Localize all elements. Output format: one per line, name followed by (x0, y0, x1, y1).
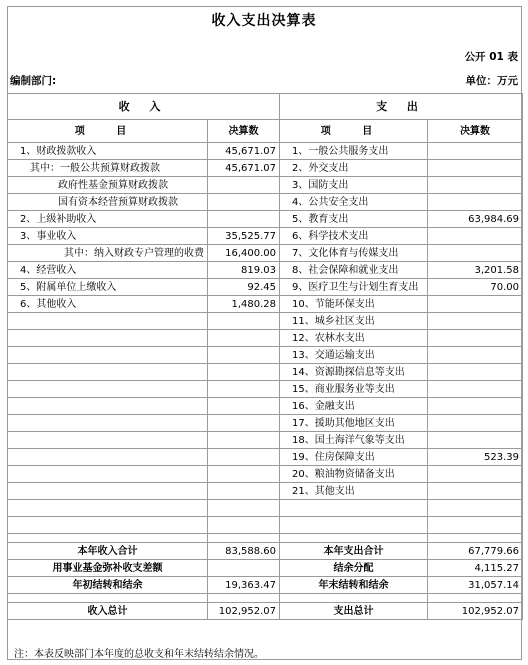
table-row (8, 160, 523, 177)
income-amount-cell (208, 330, 280, 347)
spacer-cell (8, 594, 208, 603)
income-item-cell: 年初结转和结余 (8, 577, 208, 594)
expense-item-cell: 20、粮油物资储备支出 (280, 466, 428, 483)
expense-amount-cell (428, 313, 523, 330)
table-row (8, 211, 523, 228)
table-row (8, 466, 523, 483)
table-row (8, 177, 523, 194)
expense-item-cell: 16、金融支出 (280, 398, 428, 415)
expense-amount-cell: 31,057.14 (428, 577, 523, 594)
spacer-cell (428, 534, 523, 543)
table-row (8, 194, 523, 211)
income-item-cell: 1、财政拨款收入 (8, 143, 208, 160)
income-amount-cell (208, 211, 280, 228)
dept-label: 编制部门: (10, 75, 57, 87)
income-header: 收 入 (8, 94, 280, 120)
expense-item-cell: 19、住房保障支出 (280, 449, 428, 466)
expense-amount-cell (428, 500, 523, 517)
income-item-cell (8, 347, 208, 364)
income-amount-cell (208, 415, 280, 432)
unit-label: 单位：万元 (465, 75, 518, 87)
expense-item-cell: 支出总计 (280, 603, 428, 620)
expense-amount-cell (428, 415, 523, 432)
income-item-cell: 政府性基金预算财政拨款 (8, 177, 208, 194)
expense-amount-cell: 523.39 (428, 449, 523, 466)
income-item-cell: 用事业基金弥补收支差额 (8, 560, 208, 577)
expense-item-cell: 13、交通运输支出 (280, 347, 428, 364)
table-row (8, 296, 523, 313)
spacer-row (8, 594, 523, 603)
expense-amount-cell (428, 432, 523, 449)
expense-item-cell: 12、农林水支出 (280, 330, 428, 347)
table-row (8, 228, 523, 245)
expense-amount-cell (428, 466, 523, 483)
form-number: 公开 01 表 (464, 51, 518, 63)
income-item-cell (8, 517, 208, 534)
income-amount-cell (208, 560, 280, 577)
table-row (8, 381, 523, 398)
income-amount-cell: 83,588.60 (208, 543, 280, 560)
income-item-cell (8, 500, 208, 517)
income-item-cell (8, 313, 208, 330)
expense-item-cell: 17、援助其他地区支出 (280, 415, 428, 432)
income-amount-cell: 92.45 (208, 279, 280, 296)
table-row (8, 313, 523, 330)
income-item-cell (8, 432, 208, 449)
expense-item-cell (280, 500, 428, 517)
expense-item-cell: 7、文化体育与传媒支出 (280, 245, 428, 262)
expense-item-cell: 4、公共安全支出 (280, 194, 428, 211)
expense-amount-cell: 4,115.27 (428, 560, 523, 577)
table-row (8, 577, 523, 594)
income-item-cell: 其中：一般公共预算财政拨款 (8, 160, 208, 177)
spacer-cell (428, 594, 523, 603)
table-row (8, 449, 523, 466)
expense-item-cell: 15、商业服务业等支出 (280, 381, 428, 398)
expense-amount-cell (428, 381, 523, 398)
income-item-cell (8, 415, 208, 432)
footnote: 注：本表反映部门本年度的总收支和年末结转结余情况。 (14, 649, 264, 660)
expense-amount-cell (428, 245, 523, 262)
income-amount-cell (208, 500, 280, 517)
table-row (8, 500, 523, 517)
income-expense-table (7, 93, 523, 620)
income-amount-cell: 19,363.47 (208, 577, 280, 594)
expense-amount-cell (428, 330, 523, 347)
spacer-cell (8, 534, 208, 543)
income-item-cell (8, 483, 208, 500)
income-amount-cell: 1,480.28 (208, 296, 280, 313)
expense-amount-cell (428, 483, 523, 500)
table-row (8, 483, 523, 500)
expense-header: 支 出 (280, 94, 523, 120)
table-row (8, 364, 523, 381)
income-amount-cell (208, 364, 280, 381)
expense-item-cell: 14、资源勘探信息等支出 (280, 364, 428, 381)
income-amount-cell: 819.03 (208, 262, 280, 279)
table-row (8, 415, 523, 432)
table-row (8, 560, 523, 577)
income-amount-cell: 35,525.77 (208, 228, 280, 245)
table-row (8, 143, 523, 160)
income-amount-cell: 45,671.07 (208, 160, 280, 177)
expense-item-cell: 2、外交支出 (280, 160, 428, 177)
income-item-cell (8, 398, 208, 415)
expense-item-cell: 5、教育支出 (280, 211, 428, 228)
income-amount-cell (208, 432, 280, 449)
table-row (8, 330, 523, 347)
income-amount-cell (208, 381, 280, 398)
expense-item-cell: 18、国土海洋气象等支出 (280, 432, 428, 449)
expense-item-cell: 年末结转和结余 (280, 577, 428, 594)
income-amount-cell (208, 517, 280, 534)
expense-amount-cell (428, 398, 523, 415)
spacer-cell (208, 594, 280, 603)
expense-item-cell: 11、城乡社区支出 (280, 313, 428, 330)
income-item-cell: 4、经营收入 (8, 262, 208, 279)
income-amount-cell: 45,671.07 (208, 143, 280, 160)
expense-amount-cell: 67,779.66 (428, 543, 523, 560)
expense-amount-cell (428, 228, 523, 245)
income-amount-cell (208, 177, 280, 194)
spacer-cell (208, 534, 280, 543)
expense-item-cell: 结余分配 (280, 560, 428, 577)
income-item-cell: 本年收入合计 (8, 543, 208, 560)
expense-item-cell (280, 517, 428, 534)
table-row (8, 432, 523, 449)
report-title: 收入支出决算表 (211, 13, 317, 29)
expense-amount-cell: 70.00 (428, 279, 523, 296)
spacer-cell (280, 594, 428, 603)
expense-amount-cell (428, 143, 523, 160)
expense-amount-cell (428, 364, 523, 381)
income-amount-cell (208, 483, 280, 500)
income-amount-cell (208, 347, 280, 364)
expense-amount-cell (428, 517, 523, 534)
expense-amount-cell: 102,952.07 (428, 603, 523, 620)
table-row (8, 279, 523, 296)
income-amount-header: 决算数 (208, 120, 280, 143)
expense-amount-cell (428, 347, 523, 364)
income-amount-cell: 102,952.07 (208, 603, 280, 620)
income-item-cell (8, 330, 208, 347)
table-row (8, 347, 523, 364)
table-row (8, 398, 523, 415)
expense-amount-cell (428, 296, 523, 313)
spacer-cell (280, 534, 428, 543)
income-item-cell: 5、附属单位上缴收入 (8, 279, 208, 296)
expense-amount-cell: 3,201.58 (428, 262, 523, 279)
income-amount-cell (208, 449, 280, 466)
table-row (8, 543, 523, 560)
expense-item-cell: 1、一般公共服务支出 (280, 143, 428, 160)
income-amount-cell (208, 313, 280, 330)
income-item-cell (8, 381, 208, 398)
expense-item-cell: 3、国防支出 (280, 177, 428, 194)
income-item-cell (8, 364, 208, 381)
income-item-cell (8, 449, 208, 466)
expense-item-cell: 21、其他支出 (280, 483, 428, 500)
expense-item-cell: 9、医疗卫生与计划生育支出 (280, 279, 428, 296)
expense-amount-cell (428, 177, 523, 194)
income-item-cell: 2、上级补助收入 (8, 211, 208, 228)
income-item-cell: 6、其他收入 (8, 296, 208, 313)
income-amount-cell (208, 398, 280, 415)
table-row (8, 603, 523, 620)
income-amount-cell (208, 466, 280, 483)
expense-amount-cell: 63,984.69 (428, 211, 523, 228)
spacer-row (8, 534, 523, 543)
table-row (8, 262, 523, 279)
income-amount-cell (208, 194, 280, 211)
expense-item-cell: 8、社会保障和就业支出 (280, 262, 428, 279)
table-row (8, 517, 523, 534)
expense-item-cell: 6、科学技术支出 (280, 228, 428, 245)
expense-item-header: 项 目 (280, 120, 428, 143)
table-row (8, 245, 523, 262)
income-item-cell: 收入总计 (8, 603, 208, 620)
expense-item-cell: 本年支出合计 (280, 543, 428, 560)
income-item-cell: 3、事业收入 (8, 228, 208, 245)
expense-amount-cell (428, 160, 523, 177)
expense-amount-cell (428, 194, 523, 211)
income-amount-cell: 16,400.00 (208, 245, 280, 262)
income-item-cell: 其中：纳入财政专户管理的收费 (8, 245, 208, 262)
income-item-cell (8, 466, 208, 483)
income-item-cell: 国有资本经营预算财政拨款 (8, 194, 208, 211)
income-item-header: 项 目 (8, 120, 208, 143)
expense-item-cell: 10、节能环保支出 (280, 296, 428, 313)
expense-amount-header: 决算数 (428, 120, 523, 143)
